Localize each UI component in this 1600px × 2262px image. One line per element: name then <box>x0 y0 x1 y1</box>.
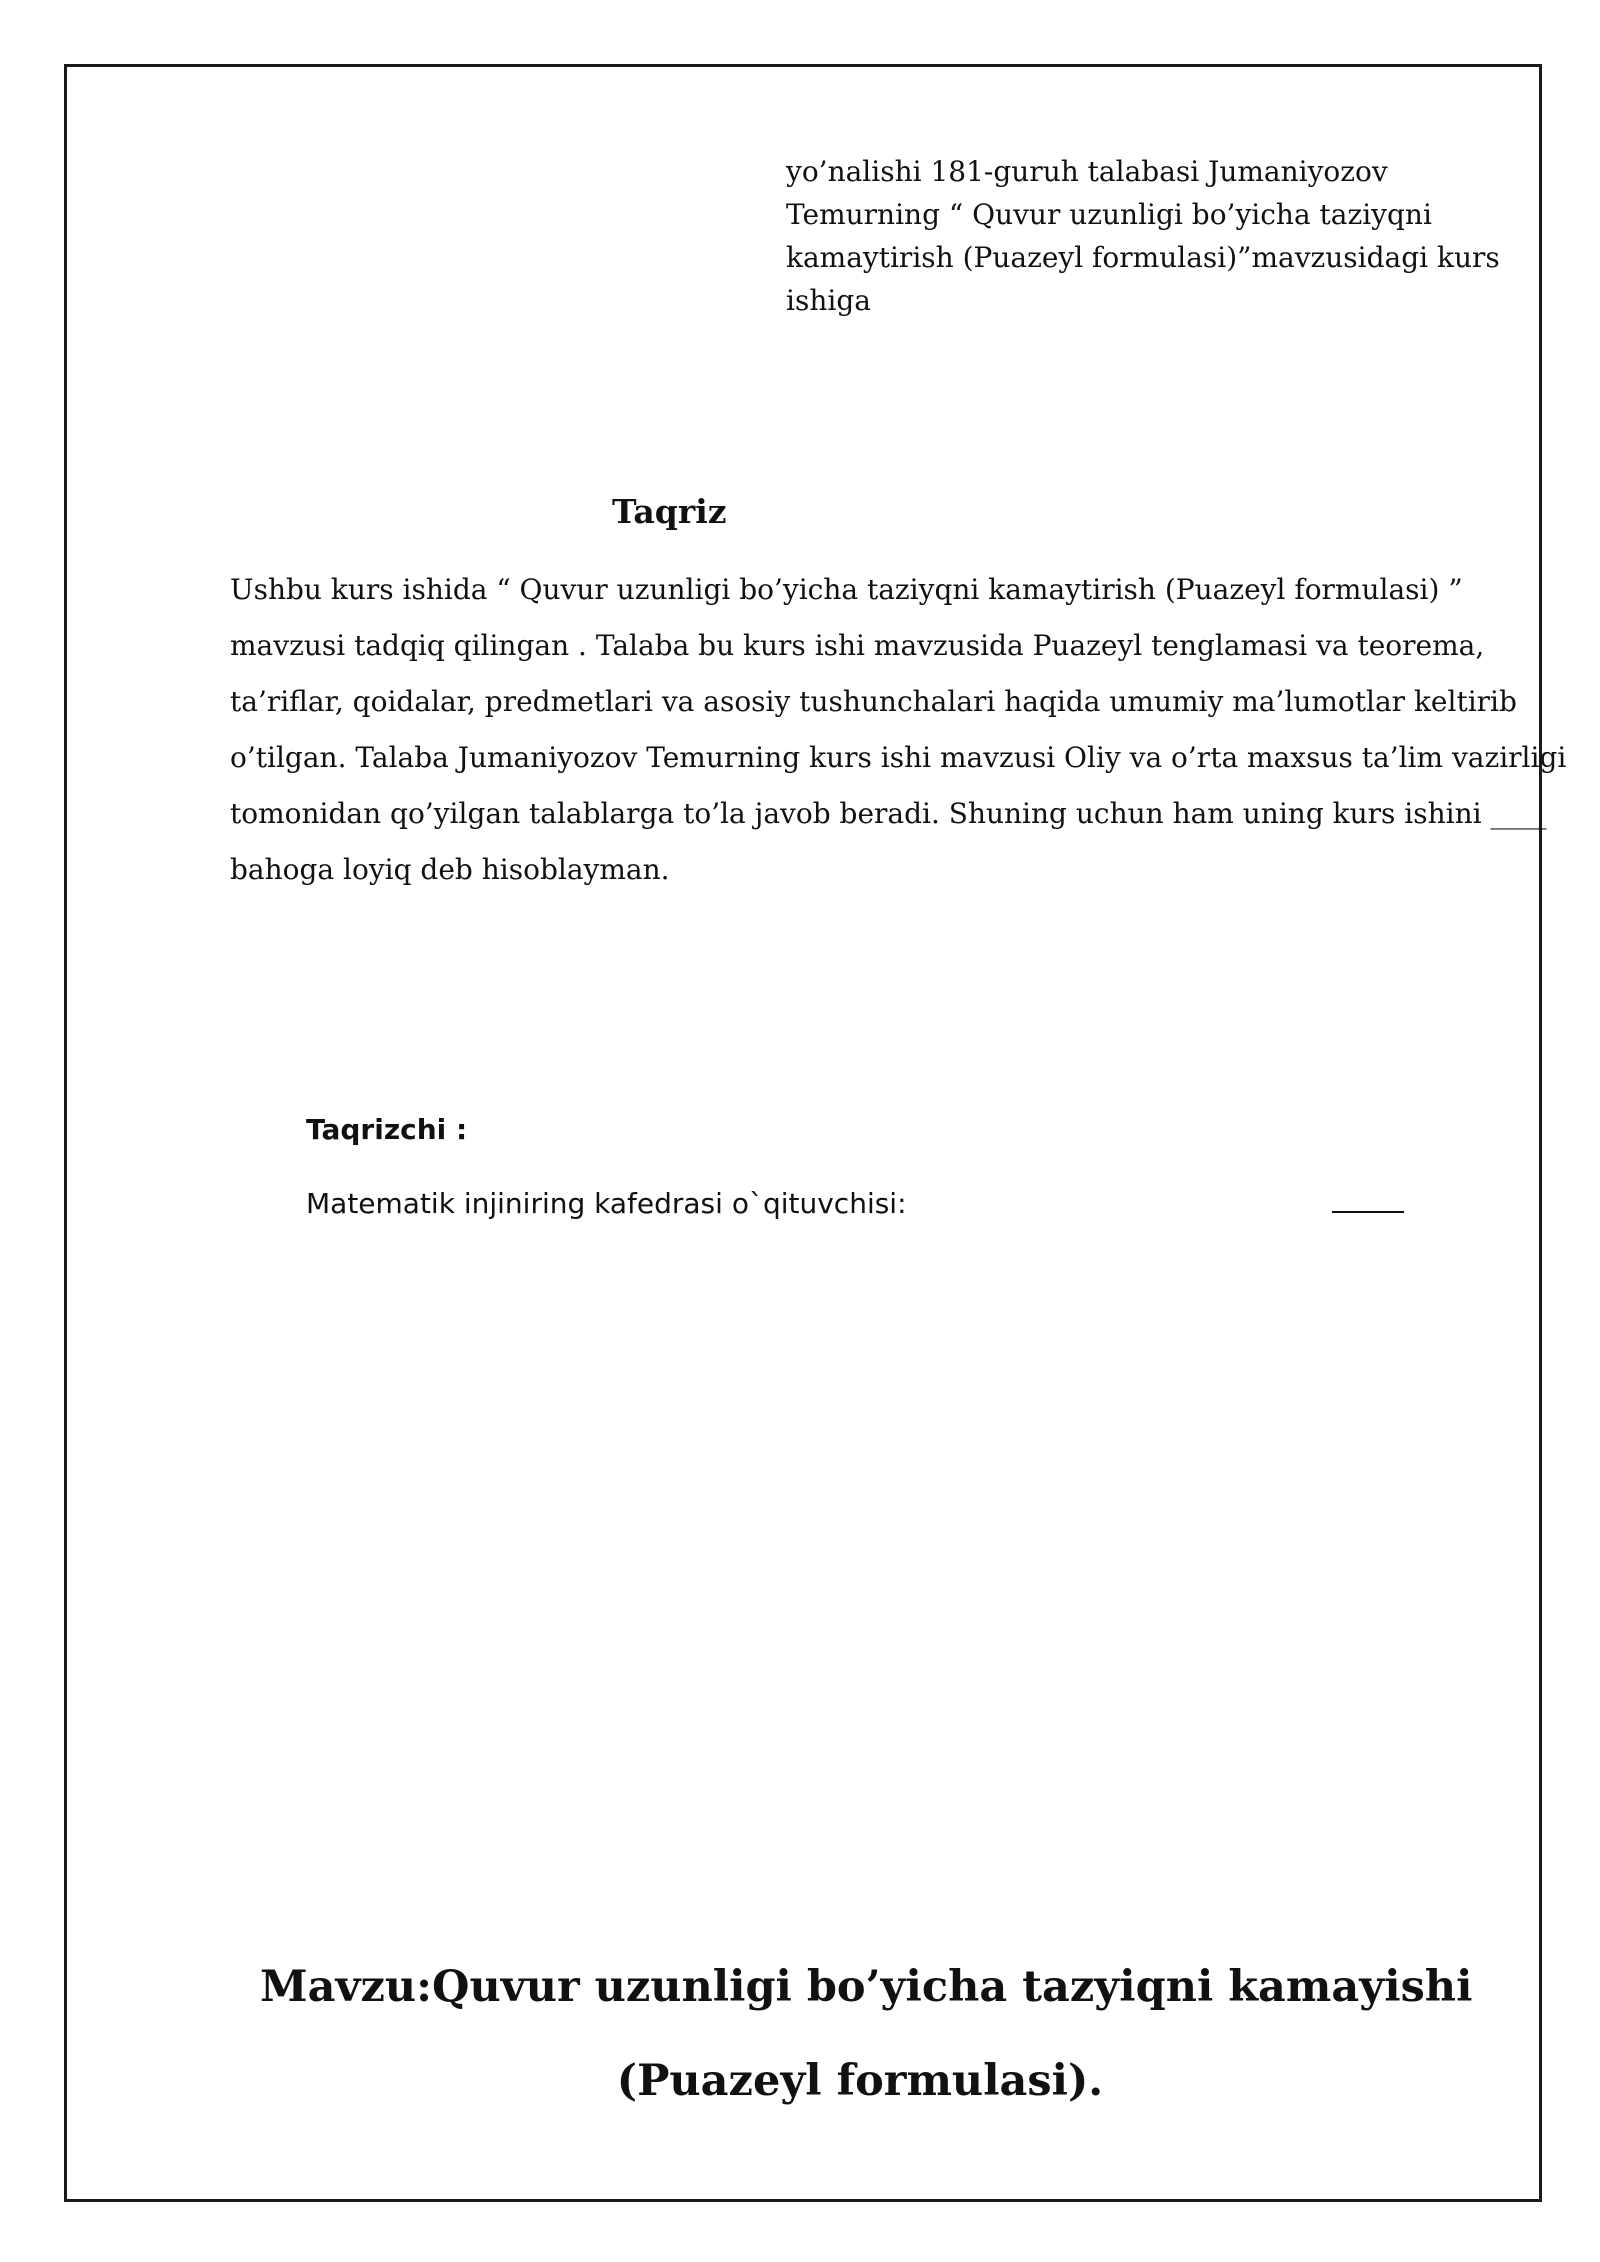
page-border <box>64 64 1567 2202</box>
body-line: Ushbu kurs ishida “ Quvur uzunligi bo’yicha taziyqni kamaytirish (Puazeyl formulasi) ” <box>230 573 1463 606</box>
body-line: mavzusi tadqiq qilingan . Talaba bu kurs ishi mavzusida Puazeyl tenglamasi va teorema, <box>230 629 1485 662</box>
address-line: yo’nalishi 181-guruh talabasi Jumaniyozov <box>786 155 1388 188</box>
signature-line <box>1332 1211 1404 1213</box>
body-line: tomonidan qo’yilgan talablarga to’la javob beradi. Shuning uchun ham uning kurs ishini ____ <box>230 797 1547 830</box>
address-block <box>786 150 1506 322</box>
topic-line: Mavzu:Quvur uzunligi bo’yicha tazyiqni kamayishi <box>260 1962 1473 2012</box>
body-line: bahoga loyiq deb hisoblayman. <box>230 853 670 886</box>
address-line: Temurning “ Quvur uzunligi bo’yicha taziyqni <box>786 198 1432 231</box>
reviewer-label: Taqrizchi : <box>306 1113 468 1146</box>
address-line: ishiga <box>786 284 871 317</box>
topic-heading <box>260 1940 1473 2128</box>
topic-line: (Puazeyl formulasi). <box>616 2056 1104 2106</box>
body-line: ta’riflar, qoidalar, predmetlari va asosiy tushunchalari haqida umumiy ma’lumotlar keltirib <box>230 685 1517 718</box>
review-body <box>230 562 1567 898</box>
address-line: kamaytirish (Puazeyl formulasi)”mavzusidagi kurs <box>786 241 1500 274</box>
document-title: Taqriz <box>612 492 727 531</box>
reviewer-position: Matematik injiniring kafedrasi o`qituvchisi: <box>306 1187 907 1220</box>
body-line: o’tilgan. Talaba Jumaniyozov Temurning kurs ishi mavzusi Oliy va o’rta maxsus ta’lim vazirligi <box>230 741 1567 774</box>
